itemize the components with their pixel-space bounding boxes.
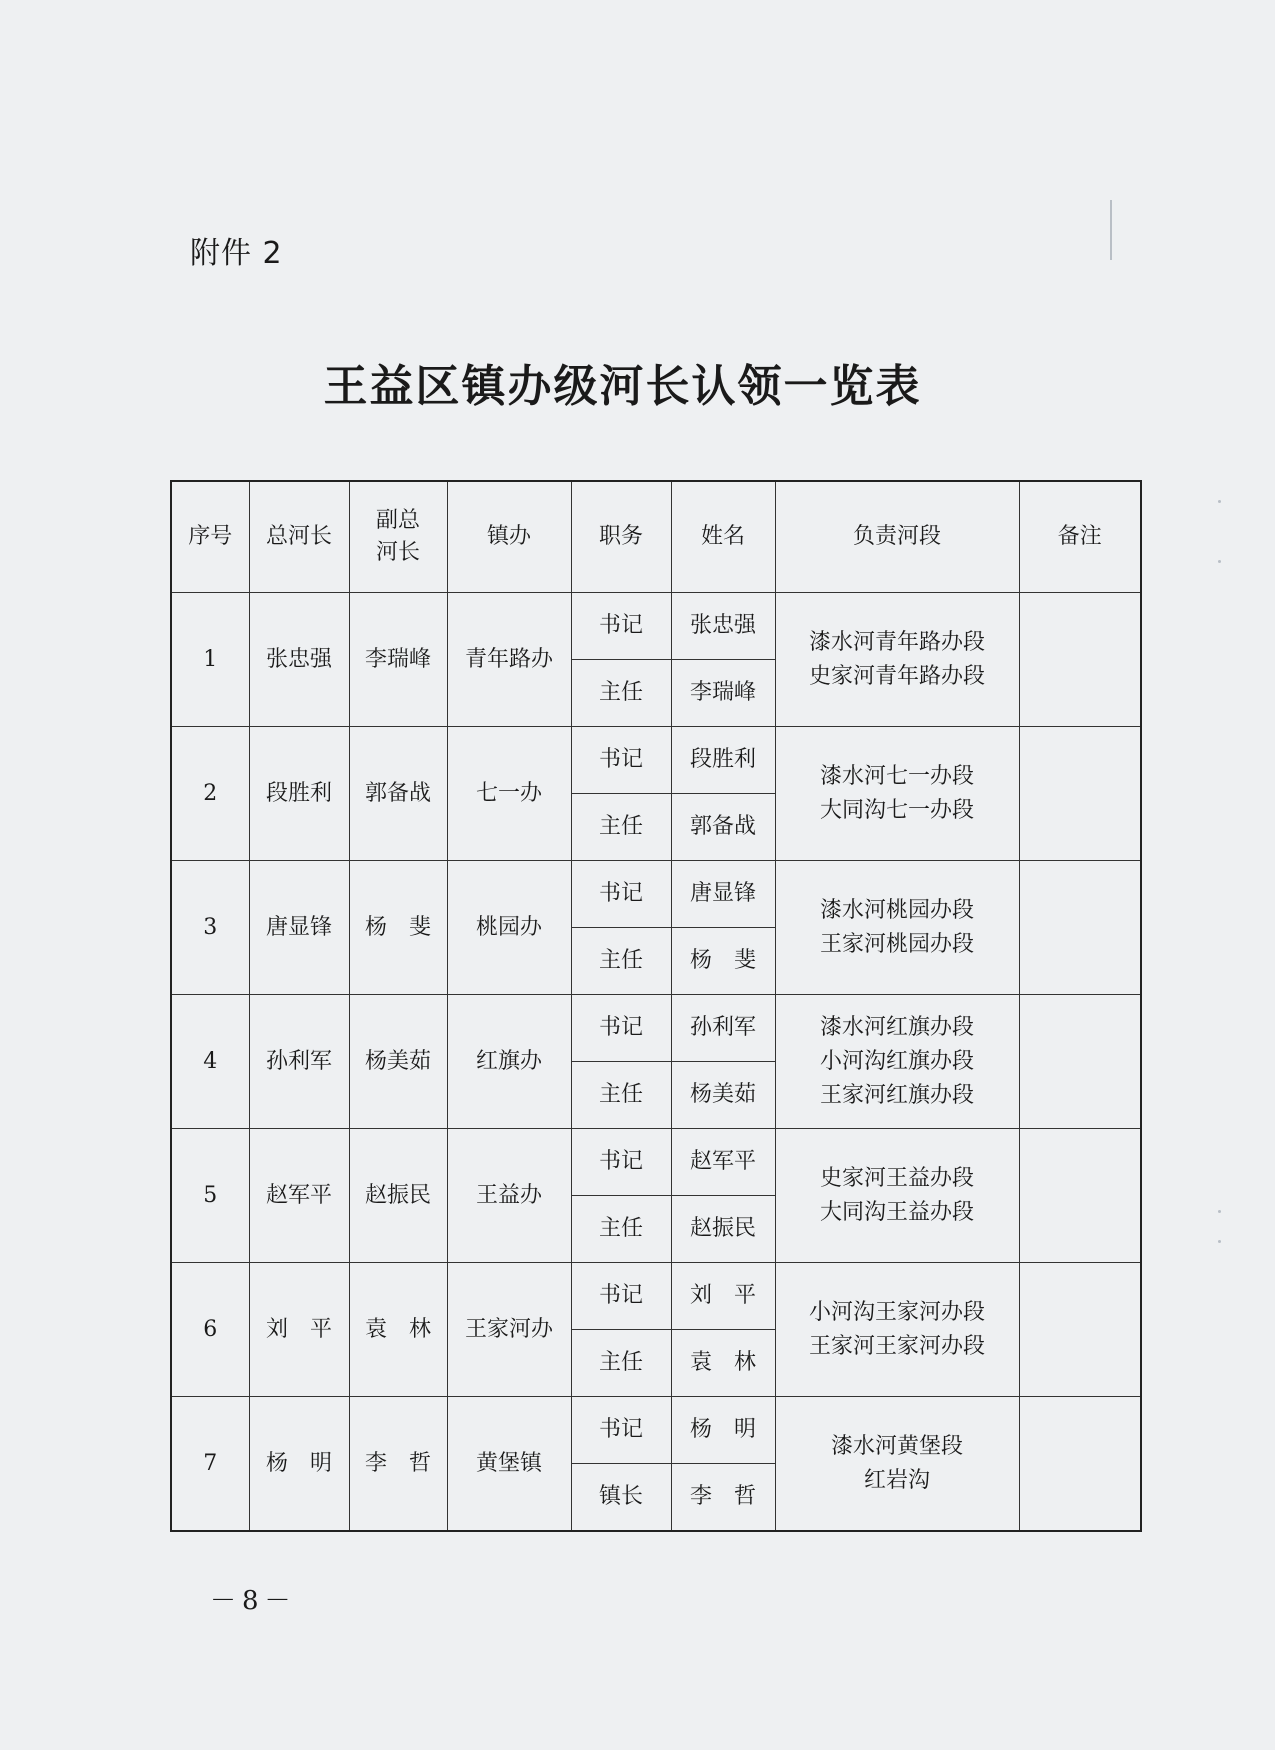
- table-row: [171, 593, 1141, 660]
- river-section: 王家河桃园办段: [819, 931, 974, 957]
- river-section: 漆水河七一办段: [819, 763, 974, 789]
- cell-town-office: 红旗办: [447, 995, 571, 1129]
- cell-deputy: 李瑞峰: [349, 593, 447, 727]
- river-section: 王家河王家河办段: [808, 1333, 985, 1359]
- scan-dot: [1218, 560, 1221, 563]
- cell-index: 5: [171, 1129, 249, 1263]
- cell-position: 主任: [571, 1062, 671, 1129]
- river-chief-table: [170, 480, 1142, 1532]
- table-row: [171, 1129, 1141, 1196]
- cell-name: 唐显锋: [671, 861, 775, 928]
- document-title: 王益区镇办级河长认领一览表: [323, 361, 922, 412]
- cell-name: 刘 平: [671, 1263, 775, 1330]
- cell-river-sections: [775, 861, 1019, 995]
- cell-position: 书记: [571, 727, 671, 794]
- cell-name: 赵军平: [671, 1129, 775, 1196]
- scan-mark: [1110, 200, 1112, 260]
- cell-name: 段胜利: [671, 727, 775, 794]
- table-body: [171, 593, 1141, 1532]
- header-index: 序号: [171, 481, 249, 593]
- river-section: 漆水河青年路办段: [808, 629, 985, 655]
- cell-index: 4: [171, 995, 249, 1129]
- cell-position: 书记: [571, 1397, 671, 1464]
- cell-chief: 段胜利: [249, 727, 349, 861]
- cell-name: 孙利军: [671, 995, 775, 1062]
- river-section: 史家河王益办段: [819, 1165, 974, 1191]
- cell-position: 主任: [571, 1196, 671, 1263]
- cell-remarks: [1019, 1397, 1141, 1532]
- cell-position: 主任: [571, 794, 671, 861]
- cell-town-office: 王益办: [447, 1129, 571, 1263]
- cell-deputy: 李 哲: [349, 1397, 447, 1532]
- cell-chief: 张忠强: [249, 593, 349, 727]
- cell-position: 主任: [571, 1330, 671, 1397]
- cell-position: 主任: [571, 660, 671, 727]
- table-row: [171, 727, 1141, 794]
- cell-town-office: 青年路办: [447, 593, 571, 727]
- river-section: 小河沟王家河办段: [808, 1299, 985, 1325]
- table-row: [171, 995, 1141, 1062]
- table-header-row: [171, 481, 1141, 593]
- header-deputy: [349, 481, 447, 593]
- cell-position: 书记: [571, 861, 671, 928]
- header-river-sections: 负责河段: [775, 481, 1019, 593]
- river-section: 漆水河桃园办段: [819, 897, 974, 923]
- cell-remarks: [1019, 995, 1141, 1129]
- river-section: 红岩沟: [863, 1467, 930, 1493]
- river-section: 王家河红旗办段: [819, 1082, 974, 1108]
- cell-deputy: 杨美茹: [349, 995, 447, 1129]
- cell-index: 3: [171, 861, 249, 995]
- cell-river-sections: [775, 593, 1019, 727]
- cell-deputy: 袁 林: [349, 1263, 447, 1397]
- cell-river-sections: [775, 1397, 1019, 1532]
- header-deputy-label: 副总河长: [375, 508, 420, 565]
- cell-name: 袁 林: [671, 1330, 775, 1397]
- cell-name: 杨 明: [671, 1397, 775, 1464]
- cell-index: 7: [171, 1397, 249, 1532]
- cell-remarks: [1019, 593, 1141, 727]
- page-number: －8－: [210, 1586, 297, 1616]
- cell-river-sections: [775, 995, 1019, 1129]
- cell-index: 1: [171, 593, 249, 727]
- river-section: 大同沟七一办段: [819, 797, 974, 823]
- cell-river-sections: [775, 1129, 1019, 1263]
- cell-name: 郭备战: [671, 794, 775, 861]
- cell-position: 书记: [571, 593, 671, 660]
- table-row: [171, 861, 1141, 928]
- table-row: [171, 1263, 1141, 1330]
- cell-index: 2: [171, 727, 249, 861]
- cell-index: 6: [171, 1263, 249, 1397]
- cell-name: 杨 斐: [671, 928, 775, 995]
- river-section: 大同沟王益办段: [819, 1199, 974, 1225]
- cell-river-sections: [775, 1263, 1019, 1397]
- cell-chief: 唐显锋: [249, 861, 349, 995]
- scan-dot: [1218, 500, 1221, 503]
- river-section: 漆水河黄堡段: [830, 1433, 963, 1459]
- cell-deputy: 赵振民: [349, 1129, 447, 1263]
- cell-chief: 杨 明: [249, 1397, 349, 1532]
- header-town-office: 镇办: [447, 481, 571, 593]
- cell-position: 书记: [571, 1263, 671, 1330]
- cell-chief: 孙利军: [249, 995, 349, 1129]
- river-section: 漆水河红旗办段: [819, 1014, 974, 1040]
- river-section: 小河沟红旗办段: [819, 1048, 974, 1074]
- river-section: 史家河青年路办段: [808, 663, 985, 689]
- cell-river-sections: [775, 727, 1019, 861]
- attachment-label: 附件 2: [190, 236, 283, 271]
- cell-remarks: [1019, 1263, 1141, 1397]
- cell-deputy: 郭备战: [349, 727, 447, 861]
- cell-remarks: [1019, 727, 1141, 861]
- cell-chief: 赵军平: [249, 1129, 349, 1263]
- cell-position: 主任: [571, 928, 671, 995]
- cell-name: 李 哲: [671, 1464, 775, 1532]
- cell-name: 李瑞峰: [671, 660, 775, 727]
- cell-town-office: 王家河办: [447, 1263, 571, 1397]
- header-remarks: 备注: [1019, 481, 1141, 593]
- cell-remarks: [1019, 861, 1141, 995]
- header-position: 职务: [571, 481, 671, 593]
- table-row: [171, 1397, 1141, 1464]
- cell-position: 书记: [571, 1129, 671, 1196]
- cell-chief: 刘 平: [249, 1263, 349, 1397]
- cell-town-office: 桃园办: [447, 861, 571, 995]
- scan-dot: [1218, 1240, 1221, 1243]
- cell-name: 赵振民: [671, 1196, 775, 1263]
- header-chief: 总河长: [249, 481, 349, 593]
- cell-position: 书记: [571, 995, 671, 1062]
- cell-position: 镇长: [571, 1464, 671, 1532]
- cell-remarks: [1019, 1129, 1141, 1263]
- cell-deputy: 杨 斐: [349, 861, 447, 995]
- cell-town-office: 七一办: [447, 727, 571, 861]
- header-name: 姓名: [671, 481, 775, 593]
- cell-name: 杨美茹: [671, 1062, 775, 1129]
- cell-town-office: 黄堡镇: [447, 1397, 571, 1532]
- cell-name: 张忠强: [671, 593, 775, 660]
- scan-dot: [1218, 1210, 1221, 1213]
